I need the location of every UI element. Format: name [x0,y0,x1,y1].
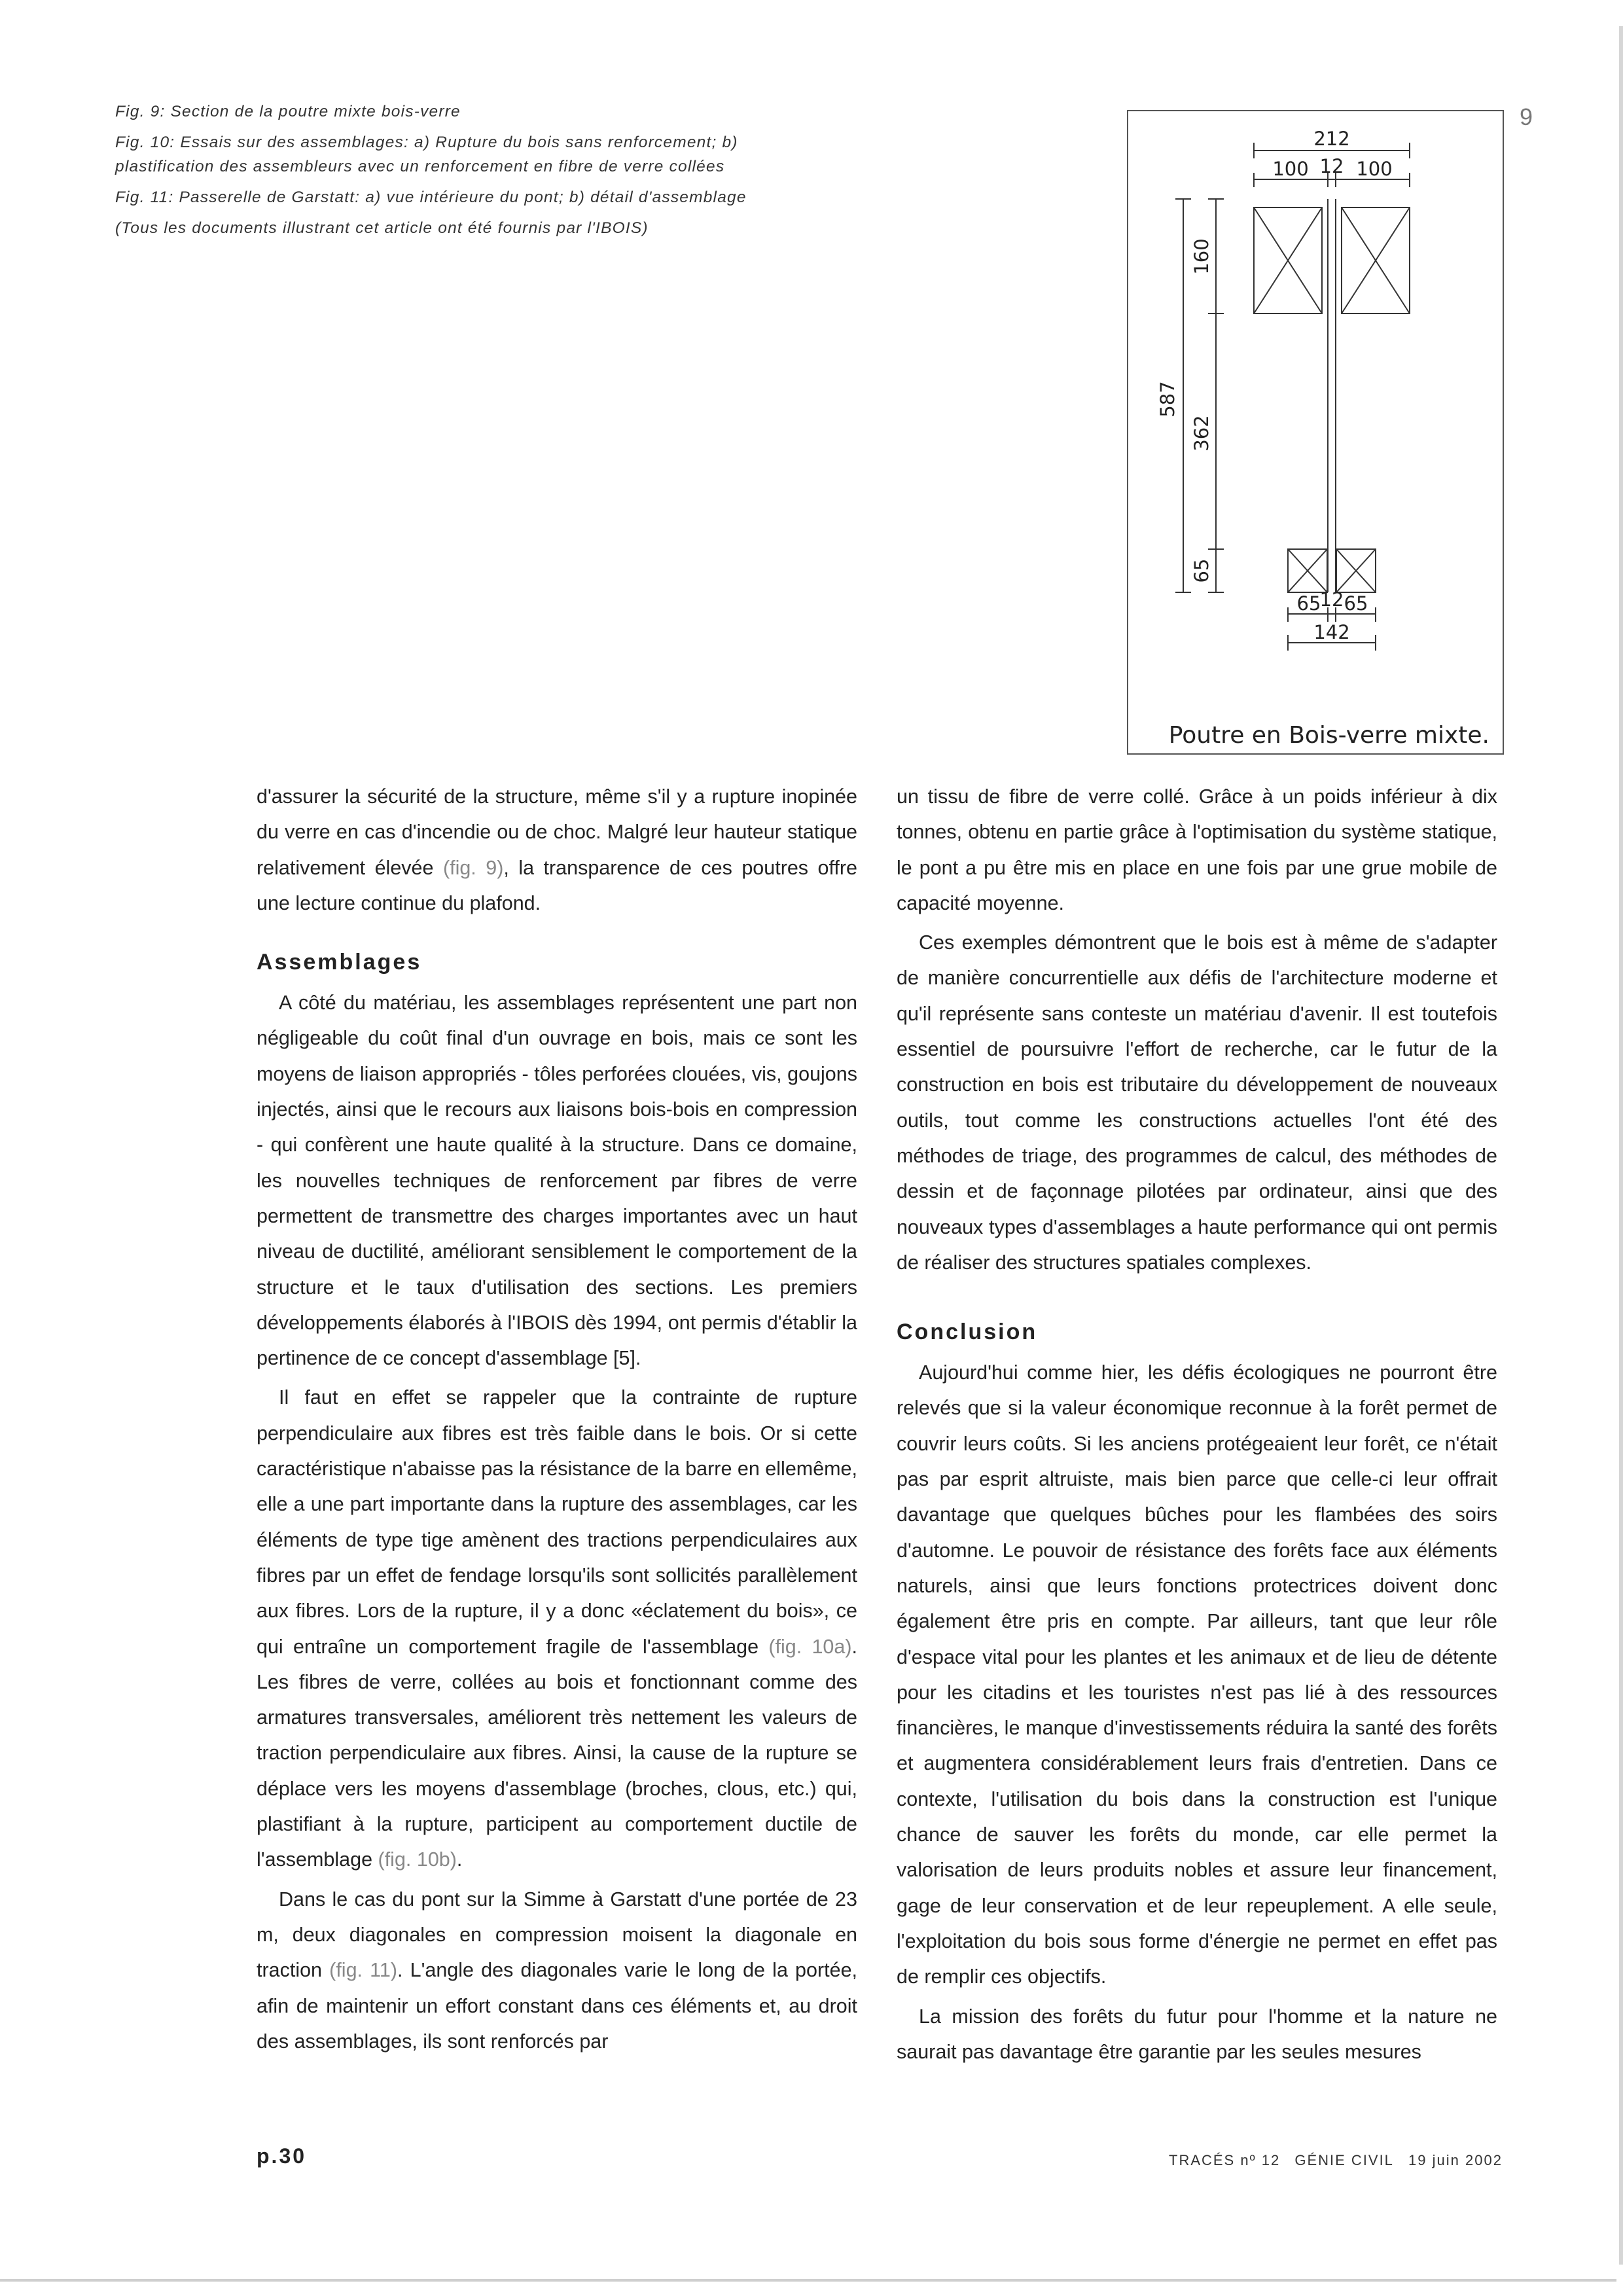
right-paragraph-3: Aujourd'hui comme hier, les défis écologiques ne pourront être relevés que si la valeur économique reconnue à la forêt permet de couvrir leurs coûts. Si les anciens protégeaient leur forêt, ce n'était pas par esprit altruiste, mais bien parce que celle-ci leur offrait davantage que quelques bûches pour les flambées des soirs d'automne. Le pouvoir de résistance des forêts face aux éléments naturels, ainsi que leurs fonctions protectrices doivent donc également être pris en compte. Par ailleurs, tant que leur rôle d'espace vital pour les plantes et les animaux et de lieu de détente pour les citadins et les touristes n'est pas lié à des ressources financières, le manque d'investissements réduira la santé des forêts et augmentera considérablement leurs frais d'entretien. Dans ce contexte, l'utilisation du bois dans la construction est l'unique chance de sauver les forêts du monde, car elle permet la valorisation de leurs produits nobles et assure leur financement, gage de leur conservation et de leur repeuplement. A elle seule, l'exploitation du bois sous forme d'énergie ne permet en effet pas de remplir ces objectifs. [897,1361,1497,1988]
footer-page-number: p.30 [257,2144,307,2168]
paragraph-text: . [456,1848,463,1871]
page-edge [1619,26,1623,2265]
paragraph-text: Dans le cas du pont sur la Simme à Garstatt d'une portée de 23 m, deux diagonales en compression moisent la diagonale en traction [257,1888,857,1982]
footer-date: 19 juin 2002 [1408,2152,1503,2168]
dim-160: 160 [1190,238,1213,275]
left-paragraph-3 [257,1380,857,1877]
dim-100-left: 100 [1272,158,1309,180]
caption-fig-10: Fig. 10: Essais sur des assemblages: a) Rupture du bois sans renforcement; b) plastification des assembleurs avec un renforcement en fibre de verre collées [115,134,738,175]
beam-section-drawing [1128,111,1505,756]
page-number: 9 [1520,103,1533,130]
dim-65-vertical: 65 [1190,558,1213,583]
paragraph-text: . L'angle des diagonales varie le long de la portée, afin de maintenir un effort constant dans ces éléments et, au droit des assemblages, ils sont renforcés par [257,1959,858,2053]
figure-label: Poutre en Bois-verre mixte. [1168,722,1489,749]
left-paragraph-4 [257,1882,857,2059]
right-column [897,779,1497,2070]
figure-reference: (fig. 10a) [768,1635,852,1658]
dim-362: 362 [1190,415,1213,452]
caption-fig-11: Fig. 11: Passerelle de Garstatt: a) vue intérieure du pont; b) détail d'assemblage [115,188,747,206]
dim-100-right: 100 [1356,158,1393,180]
dim-587: 587 [1156,381,1179,418]
paragraph-text: d'assurer la sécurité de la structure, même s'il y a rupture inopinée du verre en cas d'incendie ou de choc. Malgré leur hauteur statique relativement élevée [257,785,857,879]
left-paragraph-1 [257,779,857,921]
dim-212: 212 [1313,128,1350,150]
heading-assemblages: Assemblages [257,950,422,975]
caption-fig-9: Fig. 9: Section de la poutre mixte bois-verre [115,103,461,120]
paragraph-text: . Les fibres de verre, collées au bois et fonctionnant comme des armatures transversales, améliorent très nettement les valeurs de traction perpendiculaire aux fibres. Ainsi, la cause de la rupture se déplace vers les moyens d'assemblage (broches, clous, etc.) qui, plastifiant à la rupture, participent au comportement ductile de l'assemblage [257,1635,857,1871]
figure-reference: (fig. 11) [329,1959,397,1982]
page-edge-bottom [0,2279,1616,2282]
heading-conclusion: Conclusion [897,1319,1038,1345]
paragraph-text: , la transparence de ces poutres offre une lecture continue du plafond. [257,856,858,914]
right-paragraph-2: Ces exemples démontrent que le bois est à même de s'adapter de manière concurrentielle aux défis de l'architecture moderne et qu'il représente sans conteste un matériau d'avenir. Il est toutefois essentiel de poursuivre l'effort de recherche, car le futur de la construction en bois est tributaire du développement de nouveaux outils, tout comme les constructions actuelles l'ont été des méthodes de triage, des programmes de calcul, des méthodes de dessin et de façonnage pilotées par ordinateur, ainsi que des nouveaux types d'assemblages a haute performance qui ont permis de réaliser des structures spatiales complexes. [897,931,1497,1274]
beam-section-figure [1127,110,1504,755]
caption-credits: (Tous les documents illustrant cet article ont été fournis par l'IBOIS) [115,219,649,237]
dim-142: 142 [1313,621,1350,643]
dim-12-top: 12 [1319,155,1344,177]
left-column [257,779,857,2059]
dim-12-bottom: 12 [1319,588,1344,611]
figure-reference: (fig. 10b) [378,1848,457,1871]
footer-section: GÉNIE CIVIL [1294,2152,1394,2168]
left-paragraph-2: A côté du matériau, les assemblages représentent une part non négligeable du coût final d'un ouvrage en bois, mais ce sont les moyens de liaison appropriés - tôles perforées clouées, vis, goujons injectés, ainsi que le recours aux liaisons bois-bois en compression - qui confèrent une haute qualité à la structure. Dans ce domaine, les nouvelles techniques de renforcement par fibres de verre permettent de transmettre des charges importantes avec un haut niveau de ductilité, améliorant sensiblement le comportement de la structure et le taux d'utilisation des sections. Les premiers développements élaborés à l'IBOIS dès 1994, ont permis d'établir la pertinence de ce concept d'assemblage [5]. [257,992,857,1370]
figure-captions [115,99,835,240]
figure-reference: (fig. 9) [442,856,504,879]
footer-journal: TRACÉS nº 12 [1169,2152,1281,2168]
footer-journal-info [1169,2152,1512,2169]
dim-65-right: 65 [1344,592,1368,615]
paragraph-text: Il faut en effet se rappeler que la contrainte de rupture perpendiculaire aux fibres est très faible dans le bois. Or si cette caractéristique n'abaisse pas la résistance de la barre en ellemême, elle a une part importante dans la rupture des assemblages, car les éléments de type tige amènent des tractions perpendiculaires aux fibres par un effet de fendage lorsqu'ils sont sollicités parallèlement aux fibres. Lors de la rupture, il y a donc «éclatement du bois», ce qui entraîne un comportement fragile de l'assemblage [257,1386,857,1658]
right-paragraph-1: un tissu de fibre de verre collé. Grâce à un poids inférieur à dix tonnes, obtenu en partie grâce à l'optimisation du système statique, le pont a pu être mis en place en une fois par une grue mobile de capacité moyenne. [897,785,1497,914]
dim-65-left: 65 [1296,592,1321,615]
right-paragraph-4: La mission des forêts du futur pour l'homme et la nature ne saurait pas davantage être garantie par les seules mesures [897,2005,1497,2063]
